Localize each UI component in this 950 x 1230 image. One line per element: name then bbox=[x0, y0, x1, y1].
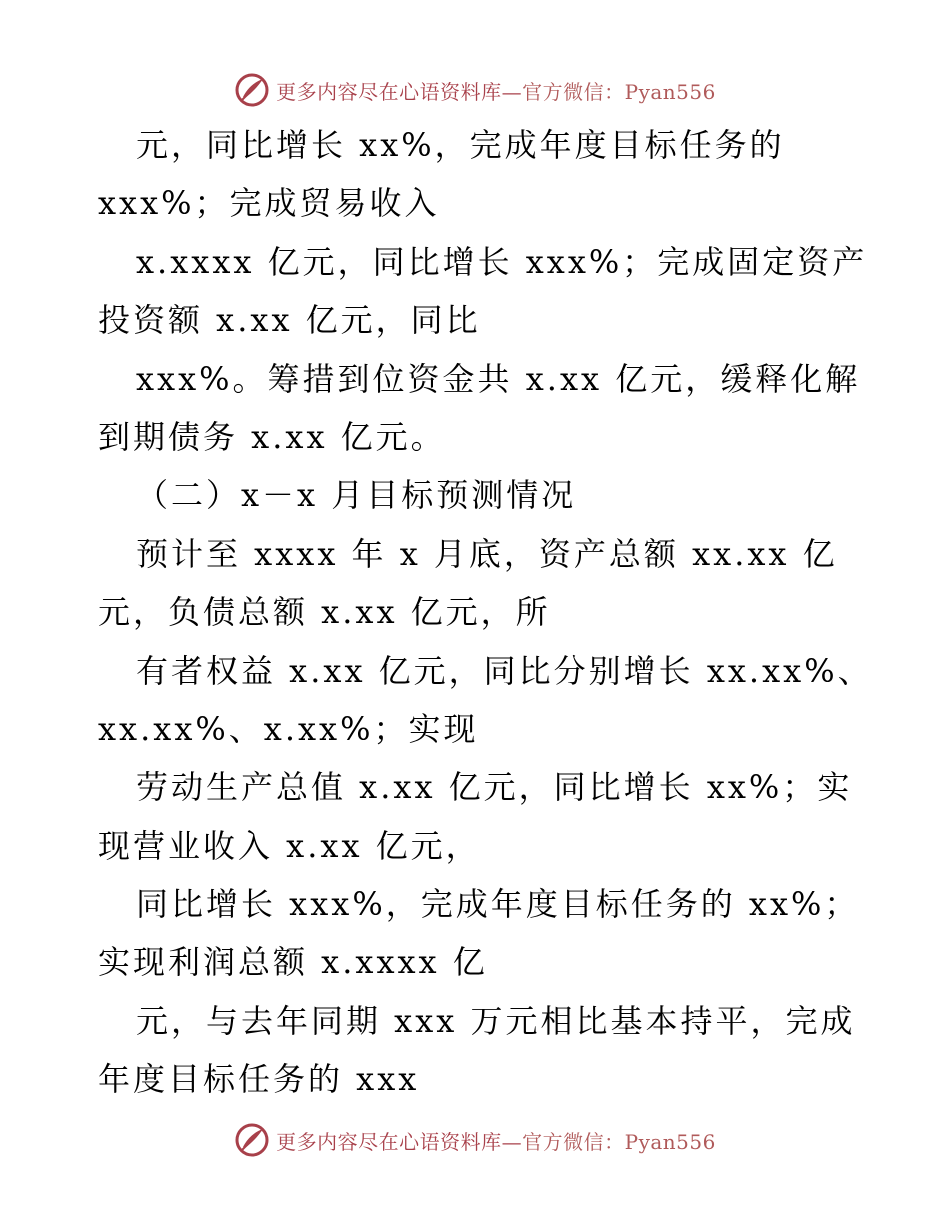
feather-pen-logo-icon bbox=[234, 72, 270, 108]
text-line: 到期债务 x.xx 亿元。 bbox=[98, 417, 446, 456]
text-line: 元，同比增长 xx%，完成年度目标任务的 bbox=[136, 126, 785, 164]
text-line: 投资额 x.xx 亿元，同比 bbox=[98, 301, 481, 340]
text-line: 现营业收入 x.xx 亿元， bbox=[98, 826, 481, 865]
watermark-text: 更多内容尽在心语资料库—官方微信：Pyan556 bbox=[276, 79, 716, 104]
text-line: 劳动生产总值 x.xx 亿元，同比增长 xx%；实 bbox=[136, 768, 853, 807]
text-line: 预计至 xxxx 年 x 月底，资产总额 xx.xx 亿 bbox=[136, 534, 838, 573]
text-line: xxx%。筹措到位资金共 x.xx 亿元，缓释化解 bbox=[136, 359, 861, 398]
text-line: xx.xx%、x.xx%；实现 bbox=[98, 709, 479, 748]
watermark-text: 更多内容尽在心语资料库—官方微信：Pyan556 bbox=[276, 1129, 716, 1154]
text-line: 有者权益 x.xx 亿元，同比分别增长 xx.xx%、 bbox=[136, 651, 873, 690]
text-line: 实现利润总额 x.xxxx 亿 bbox=[98, 943, 488, 982]
feather-pen-logo-icon bbox=[234, 1122, 270, 1158]
watermark-footer bbox=[0, 1118, 950, 1162]
text-line: x.xxxx 亿元，同比增长 xxx%；完成固定资产 bbox=[136, 242, 868, 281]
text-line: 年度目标任务的 xxx bbox=[98, 1060, 420, 1099]
text-line: xxx%；完成贸易收入 bbox=[98, 184, 440, 223]
text-line: 同比增长 xxx%，完成年度目标任务的 xx%； bbox=[136, 885, 860, 924]
watermark-header bbox=[0, 68, 950, 112]
text-line: 元，与去年同期 xxx 万元相比基本持平，完成 bbox=[136, 1001, 856, 1040]
section-heading: （二）x－x 月目标预测情况 bbox=[136, 476, 577, 515]
document-body bbox=[98, 116, 873, 1109]
text-line: 元，负债总额 x.xx 亿元，所 bbox=[98, 593, 551, 632]
